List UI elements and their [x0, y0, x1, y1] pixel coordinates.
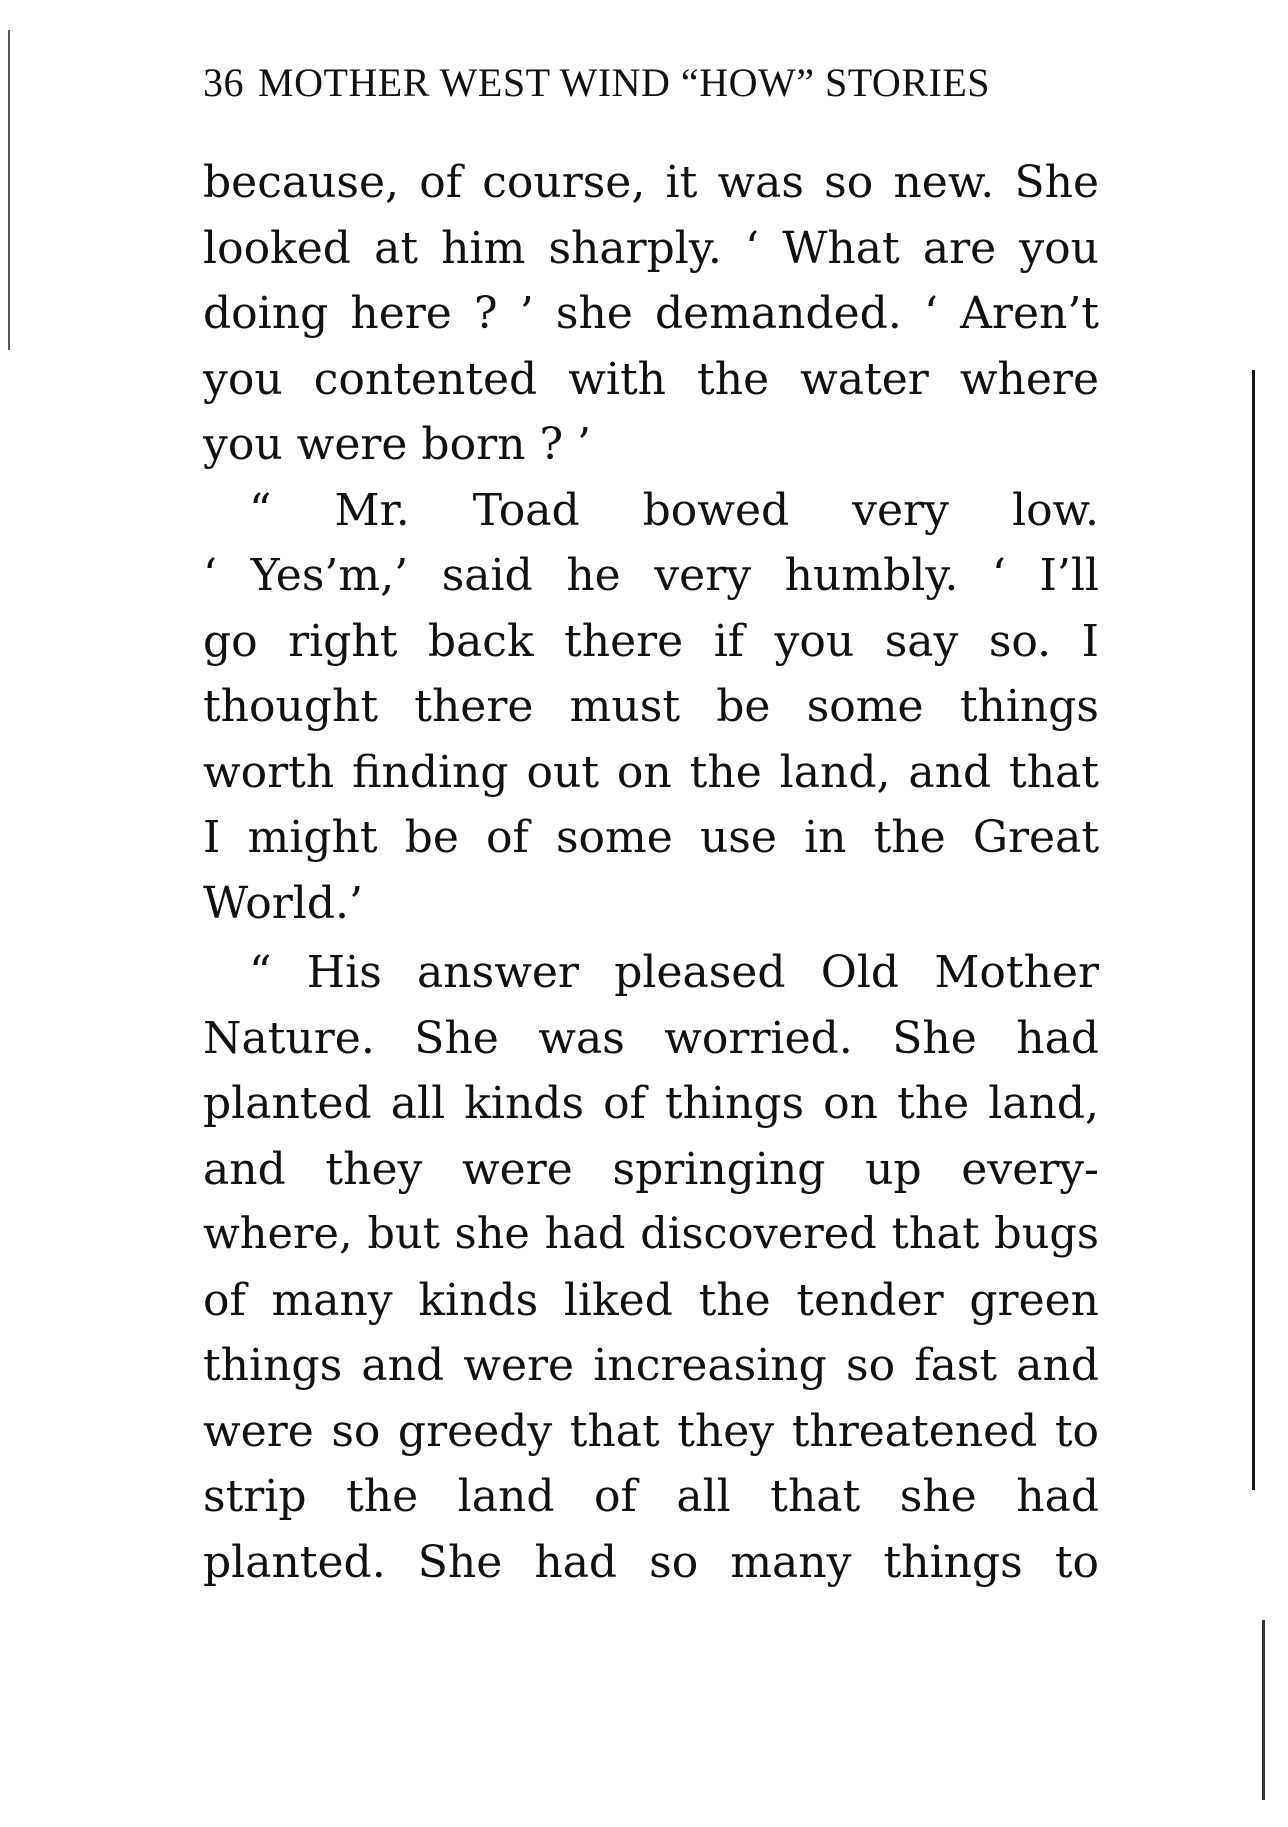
text-line: Nature. She was worried. She had [203, 1012, 1099, 1064]
text-line: ‘ Yes’m,’ said he very humbly. ‘ I’ll [203, 550, 1099, 601]
text-line: thought there must be some things [203, 681, 1099, 732]
page-number: 36 [203, 60, 244, 105]
text-line: planted. She had so many things to [203, 1536, 1099, 1588]
text-line: because, of course, it was so new. She [203, 157, 1099, 208]
body-text [203, 150, 1099, 1595]
text-line: go right back there if you say so. I [203, 615, 1099, 667]
text-line: I might be of some use in the Great [203, 812, 1099, 863]
text-line: World.’ [203, 877, 363, 929]
text-line: of many kinds liked the tender green [203, 1274, 1099, 1326]
page-edge-shadow-right-lower [1262, 1620, 1265, 1800]
page-edge-shadow-right [1252, 370, 1255, 1490]
text-line: looked at him sharply. ‘ What are you [203, 222, 1099, 274]
text-line: “ His answer pleased Old Mother [249, 947, 1099, 998]
running-title: MOTHER WEST WIND “HOW” STORIES [258, 60, 990, 105]
text-line: things and were increasing so fast and [203, 1340, 1099, 1391]
text-line: and they were springing up every- [203, 1143, 1099, 1195]
text-line: were so greedy that they threatened to [203, 1405, 1099, 1457]
running-head [203, 58, 1083, 108]
text-line: “ Mr. Toad bowed very low. [249, 484, 1099, 536]
text-line: where, but she had discovered that bugs [203, 1209, 1099, 1259]
text-line: you were born ? ’ [203, 419, 592, 470]
page-edge-shadow-left [8, 30, 10, 350]
text-line: worth finding out on the land, and that [203, 746, 1099, 798]
text-line: strip the land of all that she had [203, 1471, 1099, 1522]
text-line: planted all kinds of things on the land, [203, 1078, 1099, 1129]
text-line: you contented with the water where [203, 353, 1099, 405]
text-line: doing here ? ’ she demanded. ‘ Aren’t [203, 288, 1099, 339]
